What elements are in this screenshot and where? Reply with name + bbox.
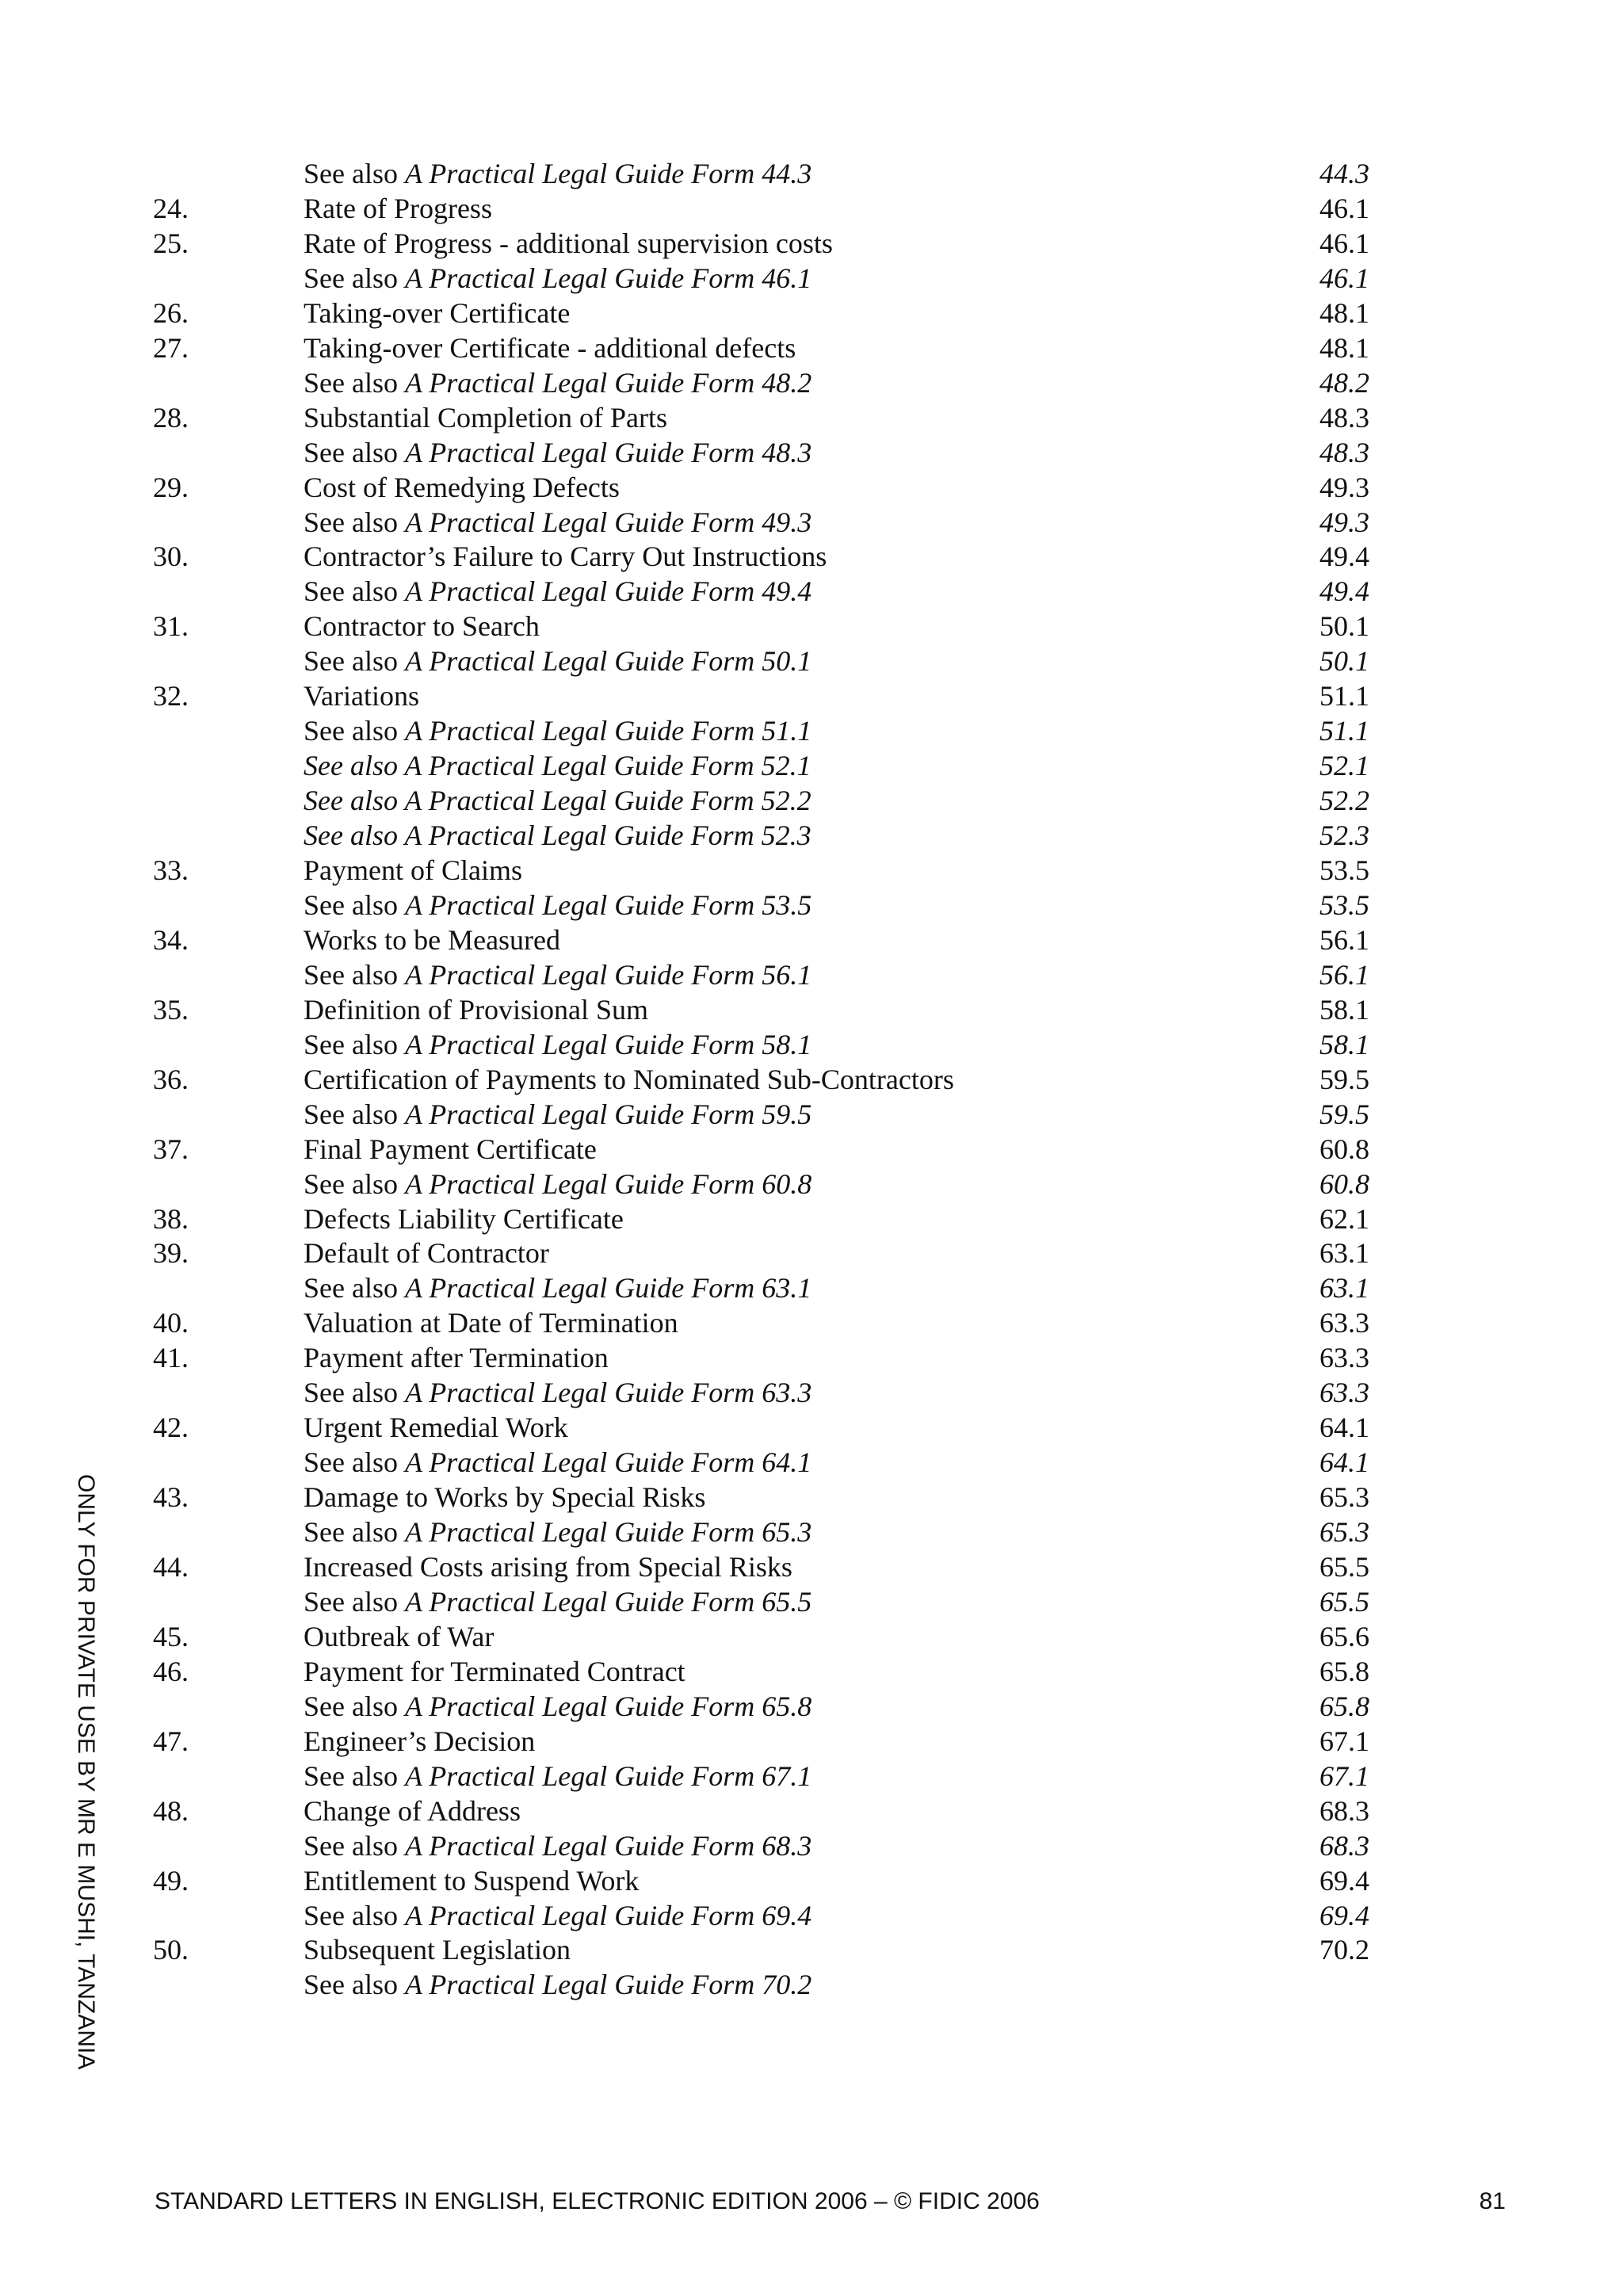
entry-clause-number: 63.3 bbox=[1319, 1307, 1369, 1339]
entry-title bbox=[304, 1201, 624, 1236]
entry-clause-number: 68.3 bbox=[1319, 1794, 1369, 1827]
index-entry bbox=[0, 1759, 1623, 1794]
index-entry bbox=[0, 470, 1623, 505]
entry-text: Payment for Terminated Contract bbox=[304, 1655, 685, 1687]
entry-guide-reference: A Practical Legal Guide Form 65.8 bbox=[404, 1690, 812, 1722]
index-entry bbox=[0, 330, 1623, 365]
entry-guide-reference: A Practical Legal Guide Form 48.2 bbox=[404, 366, 812, 399]
entry-clause-number: 65.6 bbox=[1319, 1620, 1369, 1652]
index-entry bbox=[0, 1584, 1623, 1619]
entry-clause-number: 69.4 bbox=[1319, 1864, 1369, 1897]
index-entry bbox=[0, 1724, 1623, 1759]
index-entry bbox=[0, 1863, 1623, 1898]
index-entry bbox=[0, 226, 1623, 261]
entry-number: 40. bbox=[153, 1307, 189, 1339]
entry-clause-number: 44.3 bbox=[1319, 158, 1369, 189]
index-entry bbox=[0, 296, 1623, 330]
entry-text: Default of Contractor bbox=[304, 1237, 549, 1270]
entry-clause-number: 69.4 bbox=[1319, 1899, 1369, 1931]
index-entry bbox=[0, 1167, 1623, 1201]
entry-text: Substantial Completion of Parts bbox=[304, 401, 667, 434]
index-entry bbox=[0, 261, 1623, 296]
entry-text: See also bbox=[304, 1098, 398, 1130]
index-entry bbox=[0, 1794, 1623, 1828]
entry-guide-reference: A Practical Legal Guide Form 44.3 bbox=[404, 158, 812, 189]
entry-text: Definition of Provisional Sum bbox=[304, 993, 648, 1026]
entry-guide-reference: A Practical Legal Guide Form 65.5 bbox=[404, 1585, 812, 1618]
entry-clause-number: 48.2 bbox=[1319, 366, 1369, 399]
entry-text: See also bbox=[304, 1516, 398, 1549]
index-entry bbox=[0, 1828, 1623, 1863]
entry-text: Payment after Termination bbox=[304, 1342, 609, 1374]
entry-title bbox=[304, 1724, 535, 1759]
entry-number: 43. bbox=[153, 1481, 189, 1514]
entry-number: 47. bbox=[153, 1725, 189, 1757]
entry-clause-number: 63.1 bbox=[1319, 1272, 1369, 1305]
entry-title bbox=[304, 609, 540, 644]
license-notice: ONLY FOR PRIVATE USE BY MR E MUSHI, TANZANIA bbox=[73, 1474, 99, 2070]
index-entry bbox=[0, 1340, 1623, 1375]
entry-guide-reference: A Practical Legal Guide Form 51.1 bbox=[404, 715, 812, 747]
index-entry bbox=[0, 713, 1623, 748]
entry-guide-reference: A Practical Legal Guide Form 49.4 bbox=[404, 575, 812, 608]
entry-guide-reference: A Practical Legal Guide Form 60.8 bbox=[404, 1167, 812, 1200]
entry-guide-reference: See also A Practical Legal Guide Form 52.2 bbox=[304, 785, 812, 817]
entry-title bbox=[304, 574, 812, 609]
entry-text: Payment of Claims bbox=[304, 854, 522, 886]
entry-number: 42. bbox=[153, 1412, 189, 1444]
entry-text: Urgent Remedial Work bbox=[304, 1412, 568, 1444]
entry-clause-number: 63.1 bbox=[1319, 1237, 1369, 1270]
entry-clause-number: 62.1 bbox=[1319, 1202, 1369, 1235]
entry-text: Cost of Remedying Defects bbox=[304, 471, 620, 503]
entry-clause-number: 65.8 bbox=[1319, 1655, 1369, 1687]
entry-title bbox=[304, 261, 812, 296]
entry-guide-reference: A Practical Legal Guide Form 48.3 bbox=[404, 436, 812, 468]
entry-clause-number: 56.1 bbox=[1319, 923, 1369, 956]
entry-clause-number: 52.2 bbox=[1319, 785, 1369, 817]
index-entry bbox=[0, 644, 1623, 678]
entry-text: See also bbox=[304, 888, 398, 921]
entry-clause-number: 48.1 bbox=[1319, 296, 1369, 329]
entry-text: See also bbox=[304, 1377, 398, 1409]
entry-text: See also bbox=[304, 1829, 398, 1862]
entry-title bbox=[304, 853, 522, 888]
entry-title bbox=[304, 1410, 568, 1445]
entry-text: Entitlement to Suspend Work bbox=[304, 1864, 640, 1897]
entry-title bbox=[304, 1967, 812, 2002]
entry-title bbox=[304, 1236, 549, 1270]
index-entry bbox=[0, 1654, 1623, 1689]
entry-title bbox=[304, 1340, 609, 1375]
entry-text: See also bbox=[304, 645, 398, 678]
entry-text: See also bbox=[304, 575, 398, 608]
index-entry bbox=[0, 992, 1623, 1027]
entry-title bbox=[304, 1097, 812, 1132]
entry-title bbox=[304, 1654, 685, 1689]
entry-text: See also bbox=[304, 1028, 398, 1060]
entry-number: 31. bbox=[153, 610, 189, 643]
entry-clause-number: 59.5 bbox=[1319, 1063, 1369, 1095]
entry-clause-number: 49.3 bbox=[1319, 506, 1369, 538]
entry-title bbox=[304, 783, 812, 818]
entry-clause-number: 59.5 bbox=[1319, 1098, 1369, 1130]
entry-text: See also bbox=[304, 262, 398, 294]
index-entry bbox=[0, 1270, 1623, 1305]
index-entry bbox=[0, 191, 1623, 226]
index-entry bbox=[0, 539, 1623, 574]
entry-title bbox=[304, 678, 419, 713]
index-entry bbox=[0, 1480, 1623, 1515]
entry-guide-reference: A Practical Legal Guide Form 56.1 bbox=[404, 958, 812, 991]
entry-guide-reference: See also A Practical Legal Guide Form 52.1 bbox=[304, 750, 812, 782]
entry-text: See also bbox=[304, 1585, 398, 1618]
entry-text: Increased Costs arising from Special Risks bbox=[304, 1551, 792, 1583]
entry-text: See also bbox=[304, 958, 398, 991]
entry-number: 38. bbox=[153, 1202, 189, 1235]
entry-text: See also bbox=[304, 1272, 398, 1305]
entry-title bbox=[304, 1619, 494, 1654]
page-footer: STANDARD LETTERS IN ENGLISH, ELECTRONIC EDITION 2006 – © FIDIC 2006 bbox=[155, 2188, 1040, 2214]
index-entry bbox=[0, 574, 1623, 609]
index-entry bbox=[0, 365, 1623, 400]
index-entry bbox=[0, 888, 1623, 923]
entry-guide-reference: A Practical Legal Guide Form 53.5 bbox=[404, 888, 812, 921]
entry-clause-number: 52.3 bbox=[1319, 819, 1369, 852]
entry-number: 39. bbox=[153, 1237, 189, 1270]
entry-guide-reference: See also A Practical Legal Guide Form 52.3 bbox=[304, 819, 812, 852]
entry-title bbox=[304, 1027, 812, 1062]
index-entry bbox=[0, 1375, 1623, 1410]
entry-number: 33. bbox=[153, 854, 189, 886]
entry-guide-reference: A Practical Legal Guide Form 67.1 bbox=[404, 1759, 812, 1792]
entry-number: 26. bbox=[153, 296, 189, 329]
entry-guide-reference: A Practical Legal Guide Form 70.2 bbox=[404, 1969, 812, 2001]
entry-title bbox=[304, 156, 812, 191]
entry-number: 25. bbox=[153, 227, 189, 259]
entry-number: 50. bbox=[153, 1934, 189, 1966]
entry-title bbox=[304, 1445, 812, 1480]
entry-title bbox=[304, 226, 833, 261]
entry-text: Final Payment Certificate bbox=[304, 1133, 597, 1165]
entry-title bbox=[304, 1480, 705, 1515]
entry-title bbox=[304, 296, 570, 330]
entry-number: 27. bbox=[153, 331, 189, 364]
entry-title bbox=[304, 818, 812, 853]
entry-text: See also bbox=[304, 506, 398, 538]
index-entry bbox=[0, 1967, 1623, 2002]
entry-guide-reference: A Practical Legal Guide Form 63.1 bbox=[404, 1272, 812, 1305]
entry-title bbox=[304, 365, 812, 400]
entry-text: See also bbox=[304, 1759, 398, 1792]
entry-title bbox=[304, 748, 812, 783]
entry-text: Change of Address bbox=[304, 1794, 521, 1827]
entry-number: 44. bbox=[153, 1551, 189, 1583]
entry-clause-number: 65.5 bbox=[1319, 1551, 1369, 1583]
entry-text: Taking-over Certificate - additional defects bbox=[304, 331, 796, 364]
entry-clause-number: 48.3 bbox=[1319, 436, 1369, 468]
entry-text: Rate of Progress - additional supervision costs bbox=[304, 227, 833, 259]
entry-title bbox=[304, 470, 620, 505]
index-entry bbox=[0, 1410, 1623, 1445]
entry-text: See also bbox=[304, 158, 398, 189]
entry-number: 41. bbox=[153, 1342, 189, 1374]
entry-text: Contractor to Search bbox=[304, 610, 540, 643]
entry-number: 32. bbox=[153, 680, 189, 712]
entry-text: Taking-over Certificate bbox=[304, 296, 571, 329]
entry-title bbox=[304, 400, 667, 435]
entry-clause-number: 64.1 bbox=[1319, 1412, 1369, 1444]
entry-title bbox=[304, 957, 812, 992]
entry-clause-number: 64.1 bbox=[1319, 1446, 1369, 1479]
entry-clause-number: 52.1 bbox=[1319, 750, 1369, 782]
entry-number: 46. bbox=[153, 1655, 189, 1687]
entry-title bbox=[304, 539, 827, 574]
entry-text: See also bbox=[304, 1690, 398, 1722]
entry-title bbox=[304, 644, 812, 678]
entry-text: Damage to Works by Special Risks bbox=[304, 1481, 706, 1514]
entry-clause-number: 49.4 bbox=[1319, 575, 1369, 608]
page-number: 81 bbox=[1479, 2188, 1506, 2214]
entry-title bbox=[304, 1584, 812, 1619]
entry-clause-number: 67.1 bbox=[1319, 1759, 1369, 1792]
entry-number: 35. bbox=[153, 993, 189, 1026]
entry-title bbox=[304, 1062, 954, 1097]
index-entry bbox=[0, 1932, 1623, 1967]
entry-title bbox=[304, 713, 812, 748]
entry-guide-reference: A Practical Legal Guide Form 59.5 bbox=[404, 1098, 812, 1130]
entry-clause-number: 65.3 bbox=[1319, 1481, 1369, 1514]
entry-title bbox=[304, 1898, 812, 1933]
entry-text: See also bbox=[304, 1167, 398, 1200]
entry-number: 24. bbox=[153, 192, 189, 224]
entry-text: Works to be Measured bbox=[304, 923, 561, 956]
entry-guide-reference: A Practical Legal Guide Form 64.1 bbox=[404, 1446, 812, 1479]
entry-clause-number: 60.8 bbox=[1319, 1167, 1369, 1200]
entry-guide-reference: A Practical Legal Guide Form 68.3 bbox=[404, 1829, 812, 1862]
index-entry bbox=[0, 505, 1623, 540]
index-entry bbox=[0, 818, 1623, 853]
entry-clause-number: 53.5 bbox=[1319, 888, 1369, 921]
entry-guide-reference: A Practical Legal Guide Form 69.4 bbox=[404, 1899, 812, 1931]
index-entry bbox=[0, 1305, 1623, 1340]
entry-number: 29. bbox=[153, 471, 189, 503]
entry-clause-number: 67.1 bbox=[1319, 1725, 1369, 1757]
entry-text: See also bbox=[304, 1969, 398, 2001]
index-entry bbox=[0, 609, 1623, 644]
index-entry bbox=[0, 1027, 1623, 1062]
entry-clause-number: 68.3 bbox=[1319, 1829, 1369, 1862]
entry-title bbox=[304, 1270, 812, 1305]
index-entry bbox=[0, 435, 1623, 470]
index-entry bbox=[0, 156, 1623, 191]
index-entry bbox=[0, 1445, 1623, 1480]
index-entry bbox=[0, 783, 1623, 818]
entry-clause-number: 56.1 bbox=[1319, 958, 1369, 991]
entry-clause-number: 51.1 bbox=[1319, 715, 1369, 747]
entry-title bbox=[304, 1828, 812, 1863]
entry-number: 36. bbox=[153, 1063, 189, 1095]
entry-clause-number: 65.8 bbox=[1319, 1690, 1369, 1722]
index-entry bbox=[0, 748, 1623, 783]
entry-title bbox=[304, 1305, 678, 1340]
entry-clause-number: 60.8 bbox=[1319, 1133, 1369, 1165]
entry-text: Rate of Progress bbox=[304, 192, 492, 224]
index-entry bbox=[0, 1132, 1623, 1167]
entry-title bbox=[304, 888, 812, 923]
entry-clause-number: 63.3 bbox=[1319, 1377, 1369, 1409]
entry-clause-number: 46.1 bbox=[1319, 262, 1369, 294]
entry-text: Defects Liability Certificate bbox=[304, 1202, 624, 1235]
index-entry bbox=[0, 400, 1623, 435]
entry-clause-number: 70.2 bbox=[1319, 1934, 1369, 1966]
entry-number: 30. bbox=[153, 541, 189, 573]
entry-title bbox=[304, 1167, 812, 1201]
entry-title bbox=[304, 923, 560, 957]
entry-clause-number: 58.1 bbox=[1319, 993, 1369, 1026]
entry-title bbox=[304, 1863, 639, 1898]
index-entry bbox=[0, 1062, 1623, 1097]
entry-title bbox=[304, 1375, 812, 1410]
entry-text: Variations bbox=[304, 680, 419, 712]
entry-number: 34. bbox=[153, 923, 189, 956]
entry-clause-number: 49.3 bbox=[1319, 471, 1369, 503]
entry-number: 49. bbox=[153, 1864, 189, 1897]
entry-clause-number: 58.1 bbox=[1319, 1028, 1369, 1060]
index-entry bbox=[0, 923, 1623, 957]
entry-title bbox=[304, 330, 796, 365]
entry-clause-number: 49.4 bbox=[1319, 541, 1369, 573]
entry-text: Outbreak of War bbox=[304, 1620, 495, 1652]
entry-guide-reference: A Practical Legal Guide Form 65.3 bbox=[404, 1516, 812, 1549]
index-entry bbox=[0, 678, 1623, 713]
entry-title bbox=[304, 992, 648, 1027]
entry-clause-number: 50.1 bbox=[1319, 610, 1369, 643]
entry-guide-reference: A Practical Legal Guide Form 50.1 bbox=[404, 645, 812, 678]
entry-title bbox=[304, 1132, 597, 1167]
entry-guide-reference: A Practical Legal Guide Form 63.3 bbox=[404, 1377, 812, 1409]
entry-guide-reference: A Practical Legal Guide Form 49.3 bbox=[404, 506, 812, 538]
index-entry bbox=[0, 957, 1623, 992]
entry-title bbox=[304, 435, 812, 470]
entry-text: Engineer’s Decision bbox=[304, 1725, 536, 1757]
index-entry bbox=[0, 1515, 1623, 1549]
entry-title bbox=[304, 1549, 792, 1584]
entry-clause-number: 46.1 bbox=[1319, 192, 1369, 224]
index-entry bbox=[0, 1201, 1623, 1236]
entry-text: Valuation at Date of Termination bbox=[304, 1307, 678, 1339]
entry-title bbox=[304, 505, 812, 540]
entry-title bbox=[304, 1689, 812, 1724]
entry-title bbox=[304, 1515, 812, 1549]
entry-clause-number: 48.1 bbox=[1319, 331, 1369, 364]
entry-text: See also bbox=[304, 436, 398, 468]
entry-clause-number: 46.1 bbox=[1319, 227, 1369, 259]
index-entry bbox=[0, 1619, 1623, 1654]
entry-text: See also bbox=[304, 1446, 398, 1479]
entry-guide-reference: A Practical Legal Guide Form 46.1 bbox=[404, 262, 812, 294]
index-entry bbox=[0, 853, 1623, 888]
entry-title bbox=[304, 191, 492, 226]
entry-number: 45. bbox=[153, 1620, 189, 1652]
index-entry bbox=[0, 1236, 1623, 1270]
entry-clause-number: 50.1 bbox=[1319, 645, 1369, 678]
index-entry bbox=[0, 1549, 1623, 1584]
index-entry bbox=[0, 1898, 1623, 1933]
index-entry bbox=[0, 1097, 1623, 1132]
entry-clause-number: 65.3 bbox=[1319, 1516, 1369, 1549]
entry-text: See also bbox=[304, 715, 398, 747]
entry-text: See also bbox=[304, 366, 398, 399]
entry-text: Contractor’s Failure to Carry Out Instructions bbox=[304, 541, 827, 573]
entry-clause-number: 65.5 bbox=[1319, 1585, 1369, 1618]
entry-number: 28. bbox=[153, 401, 189, 434]
entry-title bbox=[304, 1932, 571, 1967]
entry-number: 37. bbox=[153, 1133, 189, 1165]
entry-clause-number: 63.3 bbox=[1319, 1342, 1369, 1374]
entry-clause-number: 51.1 bbox=[1319, 680, 1369, 712]
entry-clause-number: 48.3 bbox=[1319, 401, 1369, 434]
entry-text: See also bbox=[304, 1899, 398, 1931]
entry-clause-number: 53.5 bbox=[1319, 854, 1369, 886]
entry-number: 48. bbox=[153, 1794, 189, 1827]
index-entry bbox=[0, 1689, 1623, 1724]
entry-title bbox=[304, 1794, 521, 1828]
entry-text: Subsequent Legislation bbox=[304, 1934, 571, 1966]
entry-title bbox=[304, 1759, 812, 1794]
entry-text: Certification of Payments to Nominated Sub-Contractors bbox=[304, 1063, 954, 1095]
entry-guide-reference: A Practical Legal Guide Form 58.1 bbox=[404, 1028, 812, 1060]
